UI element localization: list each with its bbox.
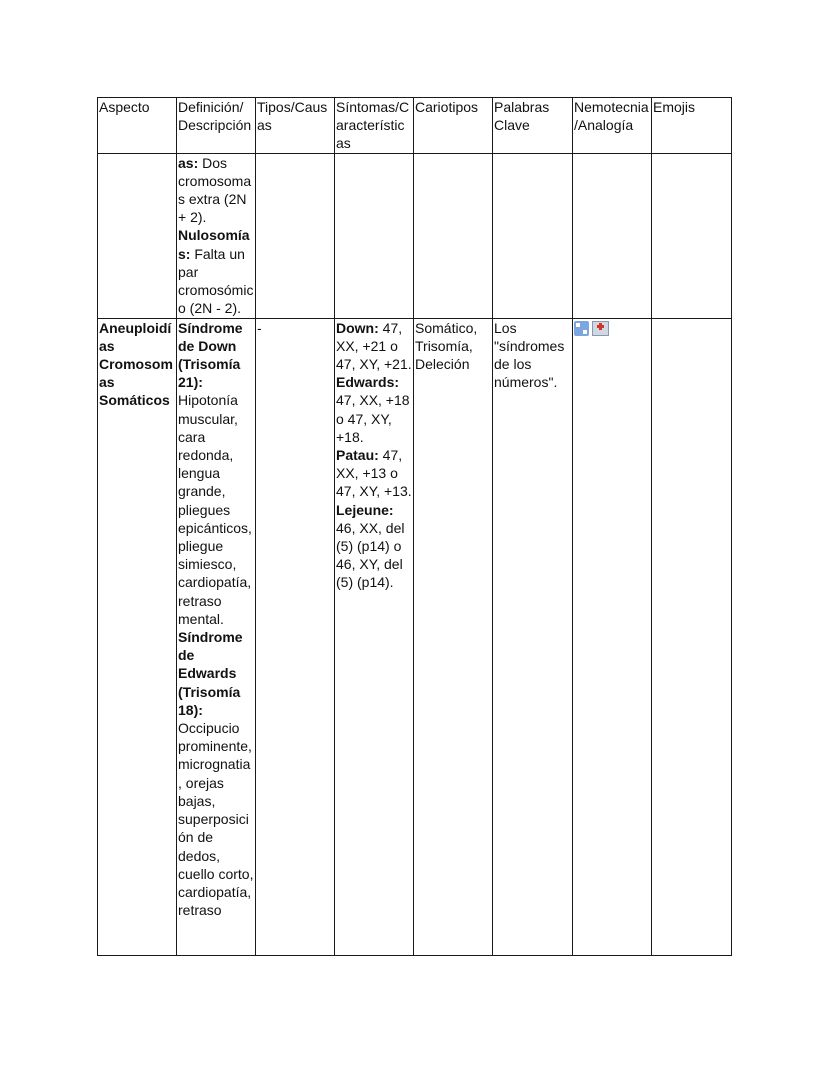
cell-palabras-clave: Los "síndromes de los números".: [493, 318, 573, 955]
cell-tipos: -: [256, 318, 335, 955]
cell-sintomas: [335, 318, 414, 955]
karyotype-edwards: Edwards: 47, XX, +18 o 47, XY, +18.: [336, 374, 410, 445]
header-definicion: Definición/ Descripción: [177, 98, 256, 154]
cell-aspecto: Aneuploidías Cromosomas Somáticos: [98, 318, 177, 955]
cell-palabras-clave: [493, 153, 573, 318]
genetics-table: [97, 97, 732, 956]
term-edwards: Síndrome de Edwards (Trisomía 18): Occipucio prominente, micrognatia, orejas bajas, superposición de dedos, cuello corto, cardiopatía, retraso: [178, 629, 254, 919]
cell-nemotecnia: [573, 318, 652, 955]
header-aspecto: Aspecto: [98, 98, 177, 154]
cell-cariotipos: Somático, Trisomía, Deleción: [414, 318, 493, 955]
cell-sintomas: [335, 153, 414, 318]
cell-nemotecnia: [573, 153, 652, 318]
table-row: [98, 318, 732, 955]
term-tetrasomias: as: Dos cromosomas extra (2N + 2).: [178, 154, 252, 226]
term-down: Síndrome de Down (Trisomía 21): Hipotonía muscular, cara redonda, lengua grande, pliegues epicánticos, pliegue simiesco, cardiopatía, retraso mental.: [178, 319, 252, 627]
header-emojis: Emojis: [652, 98, 732, 154]
header-tipos: Tipos/Causas: [256, 98, 335, 154]
hospital-icon: [592, 321, 609, 336]
cell-definicion: [177, 318, 256, 955]
karyotype-lejeune: Lejeune: 46, XX, del (5) (p14) o 46, XY, del (5) (p14).: [336, 501, 405, 591]
header-palabras-clave: Palabras Clave: [493, 98, 573, 154]
numbers-icon: [574, 321, 589, 336]
header-nemotecnia: Nemotecnia/Analogía: [573, 98, 652, 154]
cell-cariotipos: [414, 153, 493, 318]
table-row: [98, 153, 732, 318]
term-nulosomias: Nulosomías: Falta un par cromosómico (2N - 2).: [178, 227, 254, 317]
cell-definicion: [177, 153, 256, 318]
header-sintomas: Síntomas/Características: [335, 98, 414, 154]
header-cariotipos: Cariotipos: [414, 98, 493, 154]
karyotype-down: Down: 47, XX, +21 o 47, XY, +21.: [336, 319, 412, 373]
karyotype-patau: Patau: 47, XX, +13 o 47, XY, +13.: [336, 447, 412, 500]
cell-emojis: [652, 153, 732, 318]
cell-tipos: [256, 153, 335, 318]
table-header-row: [98, 98, 732, 154]
cell-aspecto: [98, 153, 177, 318]
cell-emojis: [652, 318, 732, 955]
